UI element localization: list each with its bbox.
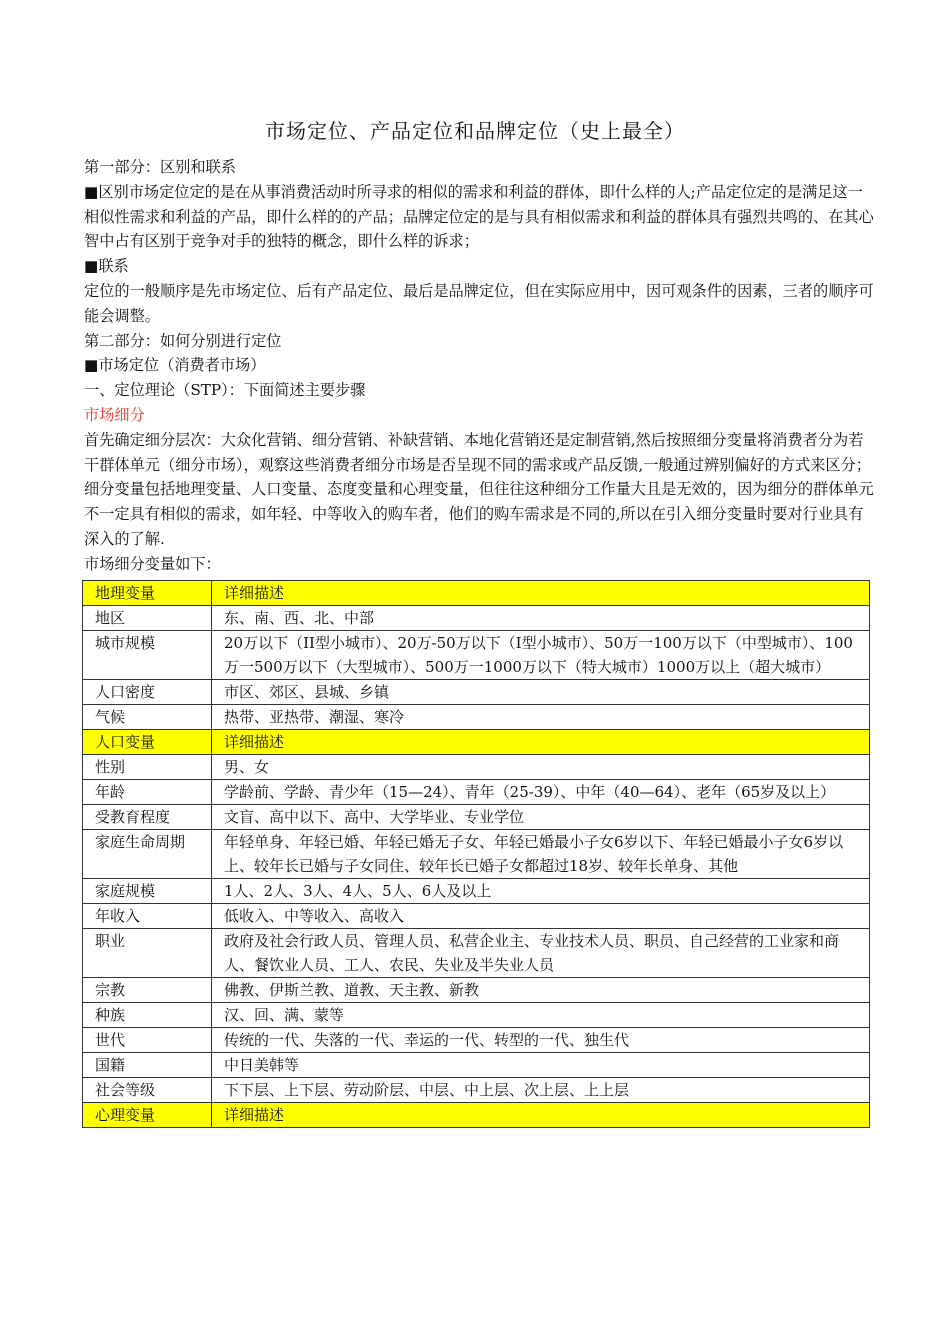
table-row (83, 1053, 870, 1078)
table-description-cell (212, 830, 870, 879)
table-description-cell (212, 755, 870, 780)
table-row (83, 904, 870, 929)
table-row (83, 830, 870, 879)
table-description-cell (212, 978, 870, 1003)
table-description-cell (212, 805, 870, 830)
table-row (83, 805, 870, 830)
table-variable-cell: 社会等级 (83, 1078, 212, 1103)
table-header-row (83, 1103, 870, 1128)
table-variable-cell: 种族 (83, 1003, 212, 1028)
document-title: 市场定位、产品定位和品牌定位（史上最全） (265, 119, 685, 143)
table-variable-cell: 职业 (83, 929, 212, 978)
table-description-cell (212, 606, 870, 631)
document-body (84, 155, 874, 577)
table-row (83, 879, 870, 904)
table-variable-cell: 家庭生命周期 (83, 830, 212, 879)
table-description-cell (212, 1078, 870, 1103)
table-description-cell (212, 705, 870, 730)
table-row (83, 631, 870, 680)
subheading-relation: ■联系 (84, 257, 129, 276)
table-description-cell (212, 1003, 870, 1028)
table-variable-cell: 家庭规模 (83, 879, 212, 904)
table-description-text: 文盲、高中以下、高中、大学毕业、专业学位 (224, 808, 525, 826)
table-caption: 市场细分变量如下： (84, 554, 221, 573)
segmentation-variables-table (82, 580, 870, 1128)
table-description-header-cell (212, 730, 870, 755)
table-variable-cell: 年龄 (83, 780, 212, 805)
table-description-text: 热带、亚热带、潮湿、寒冷 (224, 708, 405, 726)
table-description-cell (212, 929, 870, 978)
table-variable-cell: 城市规模 (83, 631, 212, 680)
table-category-cell: 地理变量 (83, 581, 212, 606)
table-description-cell (212, 631, 870, 680)
paragraph-segmentation: 首先确定细分层次：大众化营销、细分营销、补缺营销、本地化营销还是定制营销,然后按照细分变量将消费者分为若干群体单元（细分市场），观察这些消费者细分市场是否呈现不同的需求或产品反馈,一般通过辨别偏好的方式来区分；细分变量包括地理变量、人口变量、态度变量和心理变量，但往往这种细分工作量大且是无效的，因为细分的群体单元不一定具有相似的需求，如年轻、中等收入的购车者，他们的购车需求是不同的,所以在引入细分变量时要对行业具有深入的了解. (84, 430, 874, 548)
table-description-text: 低收入、中等收入、高收入 (224, 907, 405, 925)
table-row (83, 755, 870, 780)
table-variable-cell: 性别 (83, 755, 212, 780)
section-heading-1: 第一部分：区别和联系 (84, 158, 236, 176)
table-row (83, 780, 870, 805)
table-header-row (83, 730, 870, 755)
paragraph-difference: ■区别市场定位定的是在从事消费活动时所寻求的相似的需求和利益的群体，即什么样的人;产品定位定的是满足这一相似性需求和利益的产品，即什么样的的产品；品牌定位定的是与具有相似需求和利益的群体具有强烈共鸣的、在其心智中占有区别于竞争对手的独特的概念，即什么样的诉求； (84, 182, 874, 251)
table-description-header-cell (212, 581, 870, 606)
table-description-text: 详细描述 (224, 584, 285, 602)
table-row (83, 680, 870, 705)
table-description-cell (212, 1028, 870, 1053)
table-description-text: 东、南、西、北、中部 (224, 609, 375, 627)
table-description-text: 政府及社会行政人员、管理人员、私营企业主、专业技术人员、职员、自己经营的工业家和商人、餐饮业人员、工人、农民、失业及半失业人员 (224, 932, 840, 974)
table-row (83, 978, 870, 1003)
table-variable-cell: 气候 (83, 705, 212, 730)
table-description-text: 汉、回、满、蒙等 (224, 1006, 345, 1024)
table-description-cell (212, 780, 870, 805)
table-category-cell: 人口变量 (83, 730, 212, 755)
table-row (83, 705, 870, 730)
table-row (83, 1078, 870, 1103)
table-description-header-cell (212, 1103, 870, 1128)
subheading-stp: 一、定位理论（STP）：下面简述主要步骤 (84, 381, 366, 400)
table-header-row (83, 581, 870, 606)
subheading-market-positioning: ■市场定位（消费者市场） (84, 356, 266, 375)
table-row (83, 929, 870, 978)
table-description-text: 下下层、上下层、劳动阶层、中层、中上层、次上层、上上层 (224, 1081, 630, 1099)
table-row (83, 1003, 870, 1028)
table-variable-cell: 世代 (83, 1028, 212, 1053)
table-description-text: 学龄前、学龄、青少年（15—24）、青年（25-39）、中年（40—64）、老年（65岁及以上） (224, 783, 836, 801)
table-row (83, 606, 870, 631)
table-description-cell (212, 680, 870, 705)
table-description-text: 佛教、伊斯兰教、道教、天主教、新教 (224, 981, 480, 999)
section-heading-2: 第二部分：如何分别进行定位 (84, 331, 282, 350)
table-row (83, 1028, 870, 1053)
table-description-text: 传统的一代、失落的一代、幸运的一代、转型的一代、独生代 (224, 1031, 630, 1049)
table-category-cell: 心理变量 (83, 1103, 212, 1128)
table-description-text: 20万以下（II型小城市）、20万-50万以下（I型小城市）、50万一100万以下（中型城市）、100万一500万以下（大型城市）、500万一1000万以下（特大城市）1000万以上（超大城市） (224, 634, 853, 676)
table-variable-cell: 国籍 (83, 1053, 212, 1078)
table-description-text: 年轻单身、年轻已婚、年轻已婚无子女、年轻已婚最小子女6岁以下、年轻已婚最小子女6岁以上、较年长已婚与子女同住、较年长已婚子女都超过18岁、较年长单身、其他 (224, 833, 844, 875)
table-description-text: 市区、郊区、县城、乡镇 (224, 683, 390, 701)
table-variable-cell: 宗教 (83, 978, 212, 1003)
table-description-text: 男、女 (224, 758, 270, 776)
table-description-text: 1人、2人、3人、4人、5人、6人及以上 (224, 882, 492, 900)
table-variable-cell: 地区 (83, 606, 212, 631)
table-variable-cell: 年收入 (83, 904, 212, 929)
table-description-text: 详细描述 (224, 1106, 285, 1124)
table-description-cell (212, 879, 870, 904)
subheading-market-segmentation: 市场细分 (84, 405, 145, 424)
table-variable-cell: 人口密度 (83, 680, 212, 705)
table-description-text: 中日美韩等 (224, 1056, 300, 1074)
table-description-cell (212, 904, 870, 929)
table-description-text: 详细描述 (224, 733, 285, 751)
table-variable-cell: 受教育程度 (83, 805, 212, 830)
table-description-cell (212, 1053, 870, 1078)
paragraph-relation: 定位的一般顺序是先市场定位、后有产品定位、最后是品牌定位，但在实际应用中，因可观条件的因素，三者的顺序可能会调整。 (84, 281, 874, 325)
